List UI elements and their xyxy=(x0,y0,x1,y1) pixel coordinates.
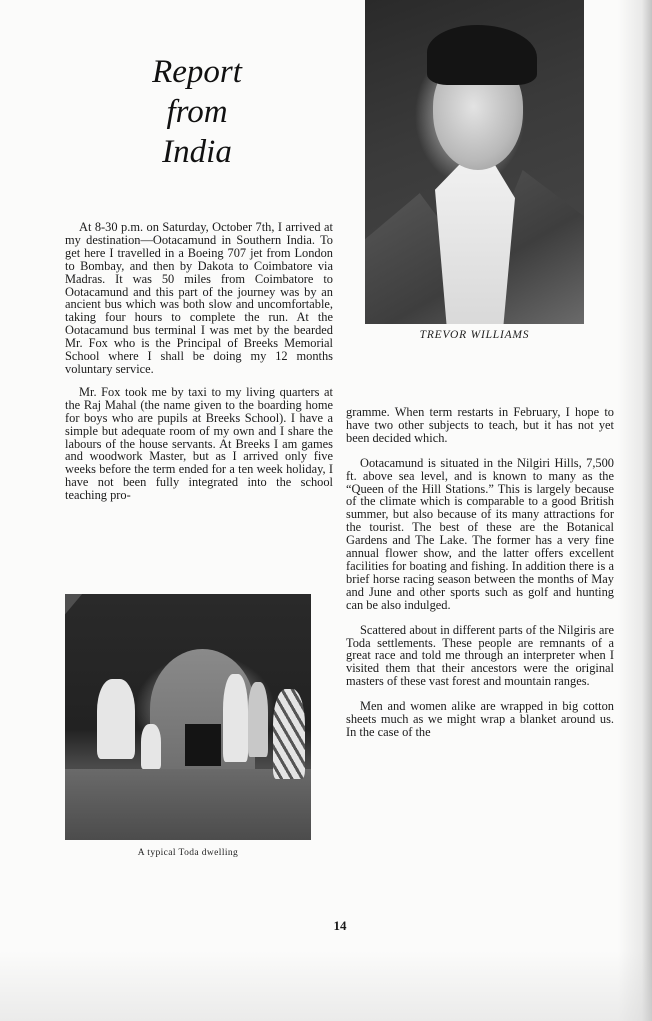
toda-dwelling-photo xyxy=(65,594,311,840)
article-title xyxy=(112,52,282,172)
photo-figure-shape xyxy=(141,724,161,769)
paragraph: Ootacamund is situated in the Nilgiri Hills, 7,500 ft. above sea level, and is known to many as the “Queen of the Hill Stations.” This is largely because of the climate which is comparable to a good British summer, but also because of its many attractions for the tourist. The best of these are the Botanical Gardens and The Lake. The former has a very fine annual flower show, and the latter offers excellent facilities for boating and fishing. In addition there is a brief horse racing season between the months of May and June and other sports such as golf and hunting can be also indulged. xyxy=(346,455,614,612)
paragraph: gramme. When term restarts in February, I hope to have two other subjects to teach, but it has not yet been decided which. xyxy=(346,405,614,445)
right-column xyxy=(346,406,614,751)
paragraph: At 8-30 p.m. on Saturday, October 7th, I arrived at my destination—Ootacamund in Southern India. To get here I travelled in a Boeing 707 jet from London to Bombay, and then by Dakota to Coimbatore via Madras. It was 50 miles from Coimbatore to Ootacamund and this part of the journey was by an ancient bus which was both slow and uncomfortable, taking four hours to complete the run. At the Ootacamund bus terminal I was met by the bearded Mr. Fox who is the Principal of Breeks Memorial School where I shall be doing my 12 months voluntary service. xyxy=(65,220,333,376)
left-column xyxy=(65,221,333,512)
photo-shirt-shape xyxy=(435,165,515,324)
photo-figure-shape xyxy=(97,679,135,759)
photo-ground-shape xyxy=(65,769,311,840)
photo-hut-door-shape xyxy=(185,724,221,766)
paragraph: Mr. Fox took me by taxi to my living quarters at the Raj Mahal (the name given to the boarding home for boys who are pupils at Breeks School). I have a simple but adequate room of my own and I share the labours of the house servants. At Breeks I am games and woodwork Master, but as I arrived only five weeks before the term ended for a ten week holiday, I have not been fully integrated into the school teaching pro- xyxy=(65,384,333,503)
photo-figure-shape xyxy=(223,674,248,762)
page-edge-shadow xyxy=(618,0,652,1021)
toda-photo-caption: A typical Toda dwelling xyxy=(137,848,239,858)
portrait-photo xyxy=(365,0,584,324)
photo-figure-shape xyxy=(248,682,268,757)
paragraph: Men and women alike are wrapped in big cotton sheets much as we might wrap a blanket around us. In the case of the xyxy=(346,699,614,739)
title-line: Report xyxy=(152,54,242,90)
paragraph: Scattered about in different parts of the Nilgiris are Toda settlements. These people are remnants of a great race and told me through an interpreter when I visited them that their ancestors were the original masters of these vast forest and mountain ranges. xyxy=(346,622,614,689)
page-number: 14 xyxy=(333,918,347,933)
portrait-caption: TREVOR WILLIAMS xyxy=(419,329,530,341)
title-line: India xyxy=(162,134,232,170)
photo-figure-shape xyxy=(273,689,305,779)
page-bottom-shadow xyxy=(0,951,652,1021)
title-line: from xyxy=(166,94,228,130)
photo-hair-shape xyxy=(427,25,537,85)
photo-branch-shape xyxy=(65,594,145,618)
